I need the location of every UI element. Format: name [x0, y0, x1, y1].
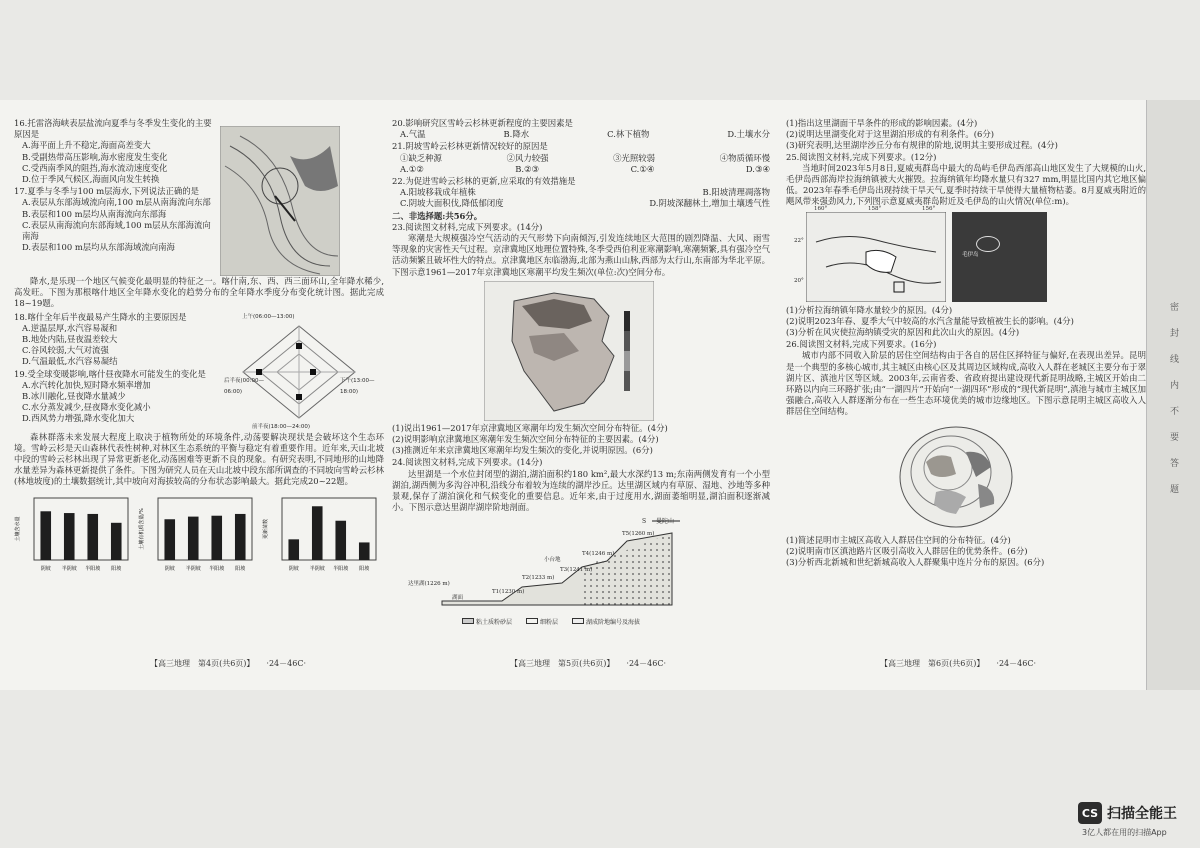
bar — [164, 519, 175, 560]
question-stem: 25.阅读图文材料,完成下列要求。(12分) — [786, 151, 937, 162]
task: (2)说明达里湖变化对于这里湖泊形成的有利条件。(6分) — [786, 129, 994, 140]
question-21 — [392, 141, 770, 175]
question-24 — [392, 457, 770, 628]
option: A.气温 — [400, 129, 426, 140]
mountain-label: 曼陀山 — [656, 518, 675, 526]
option: C.谷风较弱,大气对流强 — [22, 345, 109, 356]
choice: A.①② — [400, 163, 424, 174]
option: B.地处内陆,昼夜温差较大 — [22, 334, 118, 345]
bar-charts — [14, 492, 384, 574]
x-tick-label: 阳坡 — [235, 565, 246, 572]
radar-chart — [224, 312, 374, 432]
question-stem: 17.夏季与冬季与100 m层海水,下列说法正确的是 — [14, 186, 199, 197]
legend-item: 湖成阶地编号及海拔 — [572, 617, 640, 628]
choice: D.③④ — [745, 163, 770, 174]
margin-char: 答 — [1170, 459, 1180, 469]
option: C.林下植物 — [607, 129, 650, 140]
question-text: 城市内部不同收入阶层的居住空间结构由于各自的居住区择特征与偏好,在表现出差异。昆明是一个典型的多核心城市,其主城区由核心区及其周边区域构成,高收入人群在老城区主要分布于翠湖片区、滇池片区等区域。2003年,云南省委、省政府提出建设现代新昆明战略,主城区开始由二环路以内向三环路扩张;由“一湖四片”开始向“一湖四环”形成的“现代新昆明”,滇池与城市主城区加强融合,高收入人群逐渐分布在一些生态环境优美的城市边缘地区。下图示意昆明主城区高收入人群居住空间结构。 — [786, 350, 1146, 417]
question-23 — [392, 222, 770, 457]
option: A.水汽转化加快,短时降水频率增加 — [22, 379, 151, 390]
option: D.气温最低,水汽容易凝结 — [22, 356, 118, 367]
bar — [288, 539, 299, 560]
hawaii-islands-map — [794, 205, 946, 302]
bar — [211, 515, 222, 559]
bar — [312, 506, 323, 560]
legend-item: 细粉层 — [526, 617, 558, 628]
kunming-residential-map — [896, 422, 1016, 532]
latitude-label: 22° — [794, 237, 804, 244]
cold-wave-frequency-map — [484, 281, 654, 421]
exam-page-5 — [392, 118, 770, 630]
question-text: 达里湖是一个水位封闭型的湖泊,湖泊面积约180 km²,最大水深约13 m;东南两侧发育有一个小型湖泊,湖西侧为多沟谷冲积,沿线分布着较为连续的湖岸沙丘。达里湖区域内有草原、湿地、沙地等多种景观,保存了湖泊演化和气候变化的重要信息。近年来,由于过度用水,湖面萎缩明显,湖泊面积逐渐减小。下图示意达里湖岸湖岸阶地剖面。 — [392, 468, 770, 513]
profile-legend — [462, 617, 770, 628]
x-tick-label: 半阳坡 — [333, 565, 349, 572]
bar-chart-soil-moisture — [14, 492, 132, 574]
x-tick-label: 半阴坡 — [185, 565, 201, 572]
x-tick-label: 半阳坡 — [209, 565, 225, 572]
option: C.阴坡大面积伐,降低郁闭度 — [400, 198, 504, 209]
option: B.阳坡清理凋落物 — [702, 187, 770, 198]
margin-char: 线 — [1170, 355, 1180, 365]
y-axis-label: 土壤含水量 — [15, 516, 21, 542]
choice: B.②③ — [515, 163, 540, 174]
section-heading: 二、非选择题:共56分。 — [392, 210, 483, 221]
terrace-label: T2(1233 m) — [522, 575, 555, 582]
task: (2)说明2023年春、夏季大气中较高的水汽含量能导致植被生长的影响。(4分) — [786, 315, 1074, 326]
question-22 — [392, 176, 770, 210]
bar — [40, 511, 51, 560]
page-footer: 【高三地理 第5页(共6页)】 ·24－46C· — [510, 659, 666, 668]
question-stem: 19.受全球变暖影响,喀什昼夜降水可能发生的变化是 — [14, 368, 206, 379]
option: ③光照较弱 — [613, 152, 656, 163]
option: ①缺乏种源 — [400, 152, 442, 163]
margin-char: 不 — [1170, 407, 1180, 417]
bar-chart-organic-matter — [138, 492, 256, 574]
radar-label-left: 后半夜(00:00—06:00) — [224, 377, 264, 395]
margin-char: 题 — [1170, 485, 1180, 495]
bar-chart-seedlings — [262, 492, 380, 574]
radar-label-bottom: 前半夜(18:00—24:00) — [252, 423, 310, 430]
radar-label-right: 下午(13:00—18:00) — [340, 377, 375, 395]
question-stem: 23.阅读图文材料,完成下列要求。(14分) — [392, 221, 543, 232]
x-tick-label: 半阳坡 — [85, 565, 101, 572]
task: (2)说明影响京津冀地区寒潮年发生频次空间分布特征的主要因素。(4分) — [392, 434, 659, 445]
question-stem: 22.为促进雪岭云杉林的更新,应采取的有效措施是 — [392, 176, 576, 187]
option: D.西风势力增强,降水变化加大 — [22, 413, 135, 424]
question-26 — [786, 339, 1146, 568]
legend-item: 粘土质粉砂层 — [462, 617, 512, 628]
option: B.冰川融化,昼夜降水量减少 — [22, 391, 126, 402]
option: A.阳坡移栽成年植株 — [400, 187, 476, 198]
question-stem: 21.阴坡雪岭云杉林更新情况较好的原因是 — [392, 141, 548, 152]
exam-page-4 — [14, 118, 384, 574]
margin-char: 内 — [1170, 381, 1180, 391]
intro-20: 森林群落未来发展大程度上取决于植物所处的环境条件,动荡要解决现状是会破坏这个生态环境。雪岭云杉是天山森林代表性树种,对林区生态系统的平衡与稳定有着重要作用。近年来,天山北坡中段的雪岭云杉林出现了异常更新老化,动荡困难等更新不良的现象。有研究表明,不同地形的山地降水量差异为森林更新提供了条件。下图为研究人员在天山北坡中段东部所调查的不同坡向雪岭云杉林(林地坡度)的土壤数据统计,其中坡向对海拔较高的分布状态影响最大。据此完成20~22题。 — [14, 431, 384, 487]
question-stem: 26.阅读图文材料,完成下列要求。(16分) — [786, 339, 937, 350]
lake-label: 达里湖(1226 m) — [408, 581, 450, 588]
task: (1)简述昆明市主城区高收入人群居住空间的分布特征。(4分) — [786, 534, 1011, 545]
option: A.逆温层厚,水汽容易凝和 — [22, 322, 118, 333]
direction-label: S — [642, 518, 647, 526]
longitude-label: 160° — [814, 205, 828, 212]
seal-margin — [1146, 100, 1200, 690]
maui-satellite-image — [952, 212, 1047, 302]
x-tick-label: 阳坡 — [359, 565, 370, 572]
longitude-label: 158° — [868, 205, 882, 212]
page-footer: 【高三地理 第6页(共6页)】 ·24－46C· — [880, 659, 1036, 668]
task: (3)研究表明,达里湖岸沙丘分布有规律的阶地,说明其主要形成过程。(4分) — [786, 140, 1058, 151]
ocean-current-map — [220, 126, 340, 276]
scanner-tagline: 3亿人都在用的扫描App — [1082, 828, 1167, 837]
task: (3)分析西北新城和世纪新城高收入人群聚集中连片分布的原因。(6分) — [786, 557, 1045, 568]
option: B.受副热带高压影响,海水密度发生变化 — [22, 151, 168, 162]
choice: C.①④ — [630, 163, 655, 174]
intro-18: 降水,是乐现一个地区气候变化最明显的特征之一。喀什南,东、西、西三面环山,全年降水稀少,高发旺。下图为那根喀什地区全年降水变化的趋势分布的全年降水季度分布变化统计图。据此完成18~19题。 — [14, 276, 384, 309]
bar — [64, 513, 75, 560]
option: D.阴坡深翻林土,增加土壤透气性 — [649, 198, 770, 209]
terrace-label: T1(1230 m) — [492, 589, 525, 596]
platform-label: 小台地 — [544, 557, 561, 564]
latitude-label: 20° — [794, 277, 804, 284]
question-stem: 16.托雷洛海峡表层盐流向夏季与冬季发生变化的主要原因是 — [14, 118, 212, 140]
question-stem: 20.影响研究区雪岭云杉林更新程度的主要因素是 — [392, 118, 573, 128]
question-19 — [14, 369, 224, 425]
option: D.表层和100 m层均从东部海域流向南海 — [22, 242, 175, 253]
question-16 — [14, 118, 214, 185]
exam-page-6 — [786, 118, 1146, 569]
terrace-label: T5(1260 m) — [622, 531, 655, 538]
island-label: 毛伊岛 — [962, 251, 979, 258]
x-tick-label: 阳坡 — [111, 565, 122, 572]
scanner-logo — [1078, 802, 1177, 824]
question-stem: 18.喀什全年后半夜最易产生降水的主要原因是 — [14, 311, 187, 322]
bar — [335, 520, 346, 559]
terrace-label: T4(1246 m) — [582, 551, 615, 558]
option: ④物质循环慢 — [719, 152, 770, 163]
bar — [111, 522, 122, 559]
terrace-label: T3(1241 m) — [560, 567, 593, 574]
question-20 — [392, 118, 770, 140]
y-axis-label: 更新苗数 — [263, 518, 269, 539]
bar — [188, 516, 199, 559]
option: ②风力较强 — [506, 152, 549, 163]
question-17 — [14, 186, 214, 253]
lake-terrace-profile — [408, 517, 682, 613]
x-tick-label: 阴坡 — [288, 565, 299, 572]
margin-char: 封 — [1170, 329, 1180, 339]
task: (2)说明南市区滇池路片区吸引高收入人群居住的优势条件。(6分) — [786, 545, 1028, 556]
lake-surface-label: 湖面 — [452, 595, 464, 602]
question-25 — [786, 152, 1146, 339]
task: (1)指出这里湖面干旱条件的形成的影响因素。(4分) — [786, 118, 978, 128]
question-18 — [14, 312, 224, 368]
option: C.表层从南海流向东部海域,100 m层从东部海流向南海 — [22, 219, 211, 242]
bar — [235, 514, 246, 560]
option: A.海平面上升不稳定,海面高差变大 — [22, 140, 151, 151]
task: (1)说出1961—2017年京津冀地区寒潮年均发生频次空间分布特征。(4分) — [392, 422, 668, 433]
task: (3)分析在风灾使拉海纳镇受灾的原因和此次山火的原因。(4分) — [786, 327, 1020, 338]
x-tick-label: 半阴坡 — [309, 565, 325, 572]
bar — [359, 542, 370, 560]
cs-icon: CS — [1078, 802, 1102, 824]
option: D.土壤水分 — [727, 129, 770, 140]
margin-char: 要 — [1170, 433, 1180, 443]
y-axis-label: 土壤有机质含量/% — [139, 507, 145, 550]
scanner-name: 扫描全能王 — [1107, 806, 1177, 822]
x-tick-label: 阴坡 — [40, 565, 51, 572]
option: B.表层和100 m层均从南海流向东部海 — [22, 208, 167, 219]
question-text: 寒潮是大规模强冷空气活动的天气形势下向南倾泻,引发连续地区大范围的剧烈降温、大风、雨雪等现象的灾害性天气过程。京津冀地区地理位置特殊,冬季受西伯利亚寒潮影响,寒潮频繁,具有强冷空气活动频繁且破坏性大的特点。京津冀地区东临渤海,北部为燕山山脉,西部为太行山,东南部为华北平原。下图示意1961—2017年京津冀地区寒潮平均发生频次(单位:次)空间分布。 — [392, 233, 770, 277]
option: B.降水 — [503, 129, 530, 140]
bar — [87, 514, 98, 560]
question-text: 当地时间2023年5月8日,夏威夷群岛中最大的岛屿毛伊岛西部高山地区发生了大规模的山火,毛伊岛西部海岸拉海纳镇被大火摧毁。拉海纳镇年均降水量只有327 mm,明显比国内其它地区偏低。2023年春季毛伊岛出现持续干旱天气,夏季时持续干旱使得大量植物枯萎。8月夏威夷附近的飓风带来强劲风力,下列图示意夏威夷群岛附近及毛伊岛的山火情况(单位:m)。 — [786, 162, 1146, 207]
option: C.受西南季风的阻挡,海水流动速度变化 — [22, 162, 168, 173]
option: C.水分蒸发减少,昼夜降水变化减小 — [22, 402, 151, 413]
x-tick-label: 半阴坡 — [61, 565, 77, 572]
radar-label-top: 上午(06:00—13:00) — [242, 313, 295, 320]
page-footer: 【高三地理 第4页(共6页)】 ·24－46C· — [150, 659, 306, 668]
option: A.表层从东部海域流向南,100 m层从南海流向东部 — [22, 197, 211, 208]
question-stem: 24.阅读图文材料,完成下列要求。(14分) — [392, 457, 543, 468]
task: (3)推测近年来京津冀地区寒潮年均发生频次的变化,并说明原因。(6分) — [392, 445, 653, 456]
margin-char: 密 — [1170, 303, 1180, 313]
option: D.位于季风气候区,海面风向发生转换 — [22, 174, 160, 185]
task: (1)分析拉海纳镇年降水量较少的原因。(4分) — [786, 304, 953, 315]
longitude-label: 156° — [922, 205, 936, 212]
x-tick-label: 阴坡 — [164, 565, 175, 572]
